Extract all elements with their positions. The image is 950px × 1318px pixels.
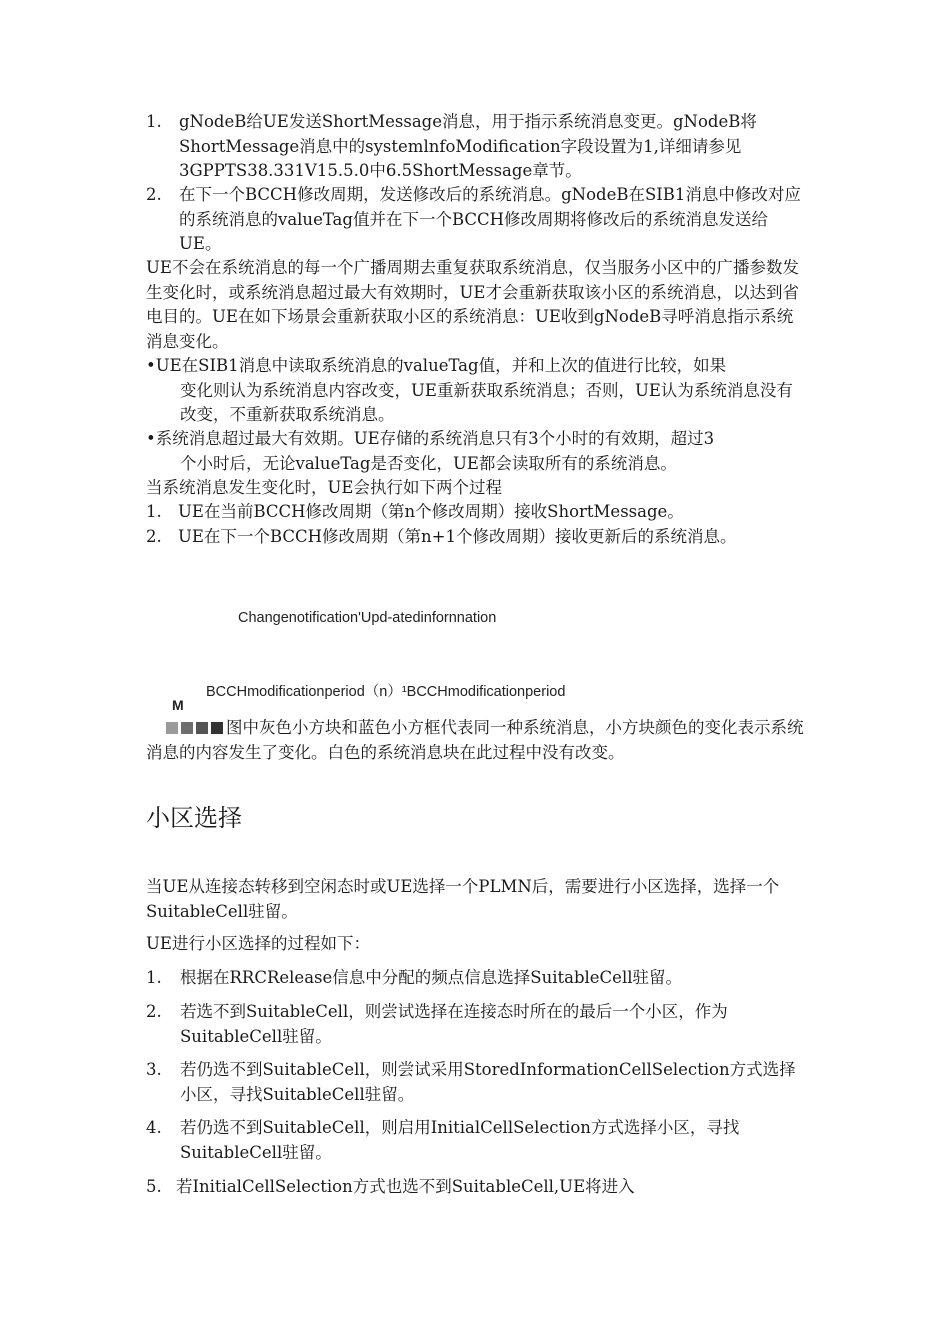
list-text: UE在下一个BCCH修改周期（第n+1个修改周期）接收更新后的系统消息。 bbox=[178, 527, 737, 546]
section-intro: 当UE从连接态转移到空闲态时或UE选择一个PLMN后，需要进行小区选择，选择一个SuitableCell驻留。 bbox=[146, 877, 780, 921]
list-number: 2. bbox=[146, 185, 162, 204]
step-text: 若仍选不到SuitableCell，则尝试采用StoredInformationCellSelection方式选择小区，寻找SuitableCell驻留。 bbox=[180, 1060, 796, 1104]
bullet-continuation: 个小时后，无论valueTag是否变化，UE都会读取所有的系统消息。 bbox=[180, 453, 677, 473]
step-text: 若仍选不到SuitableCell，则启用InitialCellSelection方式选择小区，寻找SuitableCell驻留。 bbox=[180, 1118, 740, 1162]
bullet-item bbox=[146, 427, 806, 476]
step-item bbox=[146, 1116, 806, 1165]
figure-label-bottom: BCCHmodificationperiod（n）¹BCCHmodificationperiod bbox=[206, 684, 566, 700]
list-text: UE在当前BCCH修改周期（第n个修改周期）接收ShortMessage。 bbox=[178, 502, 684, 521]
step-text: 根据在RRCRelease信息中分配的频点信息选择SuitableCell驻留。 bbox=[180, 968, 682, 987]
bullet-continuation: 变化则认为系统消息内容改变，UE重新获取系统消息；否则，UE认为系统消息没有改变，不重新获取系统消息。 bbox=[180, 380, 793, 424]
step-item bbox=[146, 1058, 806, 1107]
list-item bbox=[146, 525, 806, 550]
step-number: 2. bbox=[146, 1002, 162, 1021]
section-intro2: UE进行小区选择的过程如下： bbox=[146, 934, 370, 953]
bullet-first-line: •系统消息超过最大有效期。UE存储的系统消息只有3个小时的有效期，超过3 bbox=[146, 429, 715, 448]
step-number: 3. bbox=[146, 1060, 162, 1079]
step-text: 若选不到SuitableCell，则尝试选择在连接态时所在的最后一个小区，作为SuitableCell驻留。 bbox=[180, 1002, 728, 1046]
dark-square-icon bbox=[211, 722, 223, 734]
paragraph: 当系统消息发生变化时，UE会执行如下两个过程 bbox=[146, 478, 502, 497]
list-number: 2. bbox=[146, 527, 162, 546]
step-number: 4. bbox=[146, 1118, 162, 1137]
legend-squares bbox=[146, 716, 226, 741]
bullet-item bbox=[146, 354, 806, 428]
step-item bbox=[146, 966, 806, 991]
step-number: 1. bbox=[146, 968, 162, 987]
bullet-first-line: •UE在SIB1消息中读取系统消息的valueTag值，并和上次的值进行比较，如果 bbox=[146, 356, 727, 375]
gray-square-icon bbox=[181, 722, 193, 734]
paragraph: UE不会在系统消息的每一个广播周期去重复获取系统消息，仅当服务小区中的广播参数发生变化时，或系统消息超过最大有效期时，UE才会重新获取该小区的系统消息，以达到省电目的。UE在如下场景会重新获取小区的系统消息：UE收到gNodeB寻呼消息指示系统消息变化。 bbox=[146, 258, 799, 351]
step-text: 若InitialCellSelection方式也选不到SuitableCell,UE将进入 bbox=[176, 1177, 635, 1196]
step-number: 5. bbox=[146, 1177, 162, 1196]
step-item bbox=[146, 1000, 806, 1049]
gray-square-icon bbox=[166, 722, 178, 734]
list-text: 在下一个BCCH修改周期，发送修改后的系统消息。gNodeB在SIB1消息中修改对应的系统消息的valueTag值并在下一个BCCH修改周期将修改后的系统消息发送给UE。 bbox=[179, 185, 801, 253]
step-item bbox=[146, 1175, 806, 1200]
figure-label-top: Changenotification'Upd-atedinfornnation bbox=[238, 610, 497, 626]
gray-square-icon bbox=[196, 722, 208, 734]
caption-text: 图中灰色小方块和蓝色小方框代表同一种系统消息，小方块颜色的变化表示系统消息的内容发生了变化。白色的系统消息块在此过程中没有改变。 bbox=[146, 718, 804, 762]
list-text: gNodeB给UE发送ShortMessage消息，用于指示系统消息变更。gNodeB将ShortMessage消息中的systemlnfoModification字段设置为1,详细请参见3GPPTS38.331V15.5.0中6.5ShortMessage章节。 bbox=[179, 112, 757, 180]
list-item bbox=[146, 110, 806, 184]
list-item bbox=[146, 183, 806, 257]
figure-caption bbox=[146, 716, 806, 765]
list-number: 1. bbox=[146, 112, 162, 131]
section-heading: 小区选择 bbox=[146, 804, 242, 832]
figure-label-m: M bbox=[172, 697, 184, 713]
list-number: 1. bbox=[146, 502, 162, 521]
list-item bbox=[146, 500, 806, 525]
